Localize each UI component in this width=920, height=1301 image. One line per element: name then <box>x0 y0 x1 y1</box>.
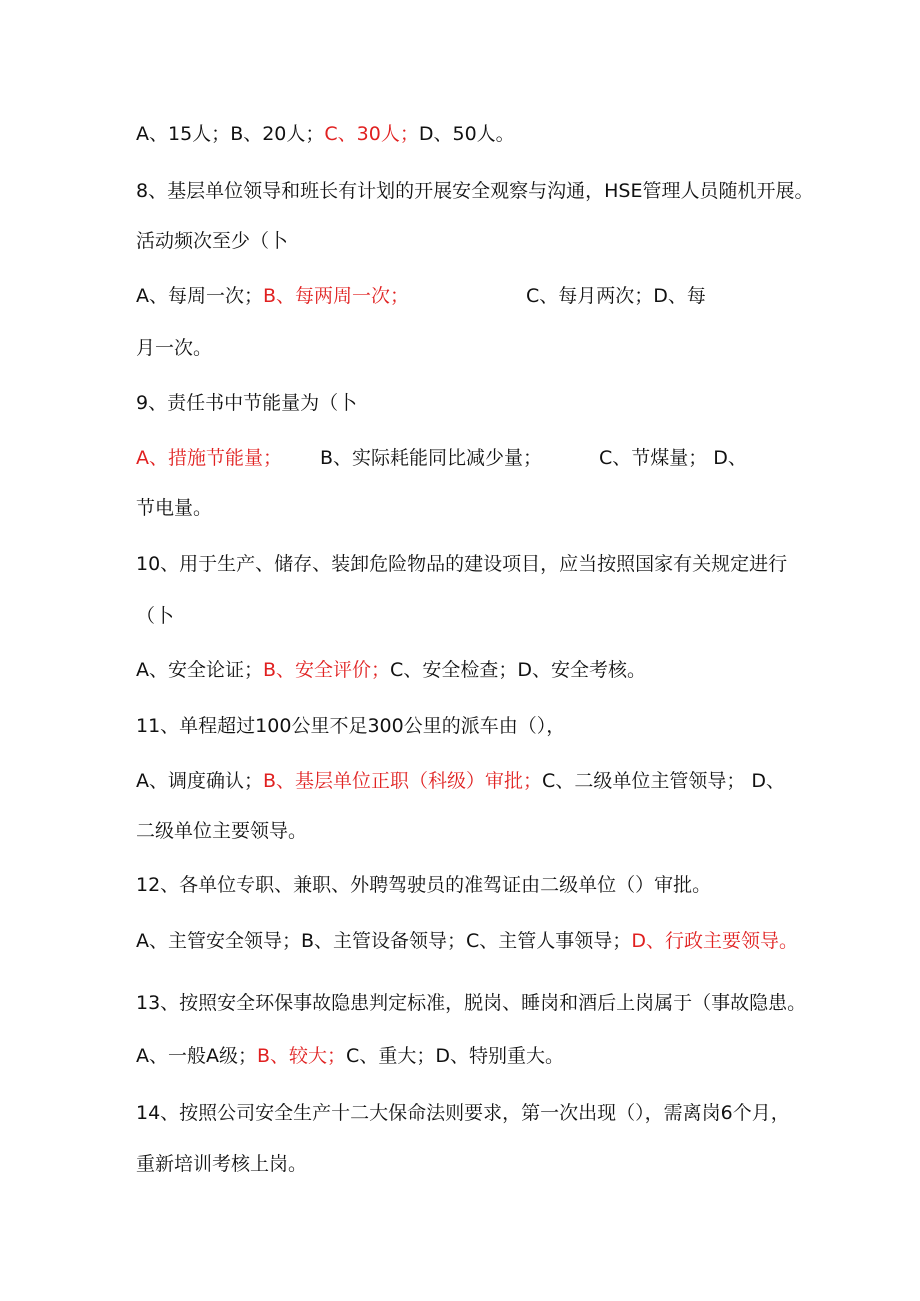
q8-option-a: A、每周一次； <box>136 285 263 307</box>
q13-options-cd: C、重大；D、特别重大。 <box>346 1045 564 1067</box>
q9-option-a-answer <box>136 445 282 471</box>
q14-stem-line1: 14、按照公司安全生产十二大保命法则要求，第一次出现（），需离岗6个月， <box>136 1102 790 1124</box>
q10-stem-line1: 10、用于生产、储存、装卸危险物品的建设项目，应当按照国家有关规定进行 <box>136 553 788 575</box>
q13-options <box>136 1043 564 1069</box>
q8-option-b-answer: B、每两周一次； <box>263 285 410 307</box>
q11-option-b-answer: B、基层单位正职（科级）审批； <box>263 770 543 792</box>
q11-option-a: A、调度确认； <box>136 770 263 792</box>
q9-option-a: A、措施节能量； <box>136 447 282 469</box>
q10-option-d: D、安全考核。 <box>517 659 646 681</box>
q7-option-b: B、20人； <box>230 123 325 145</box>
q7-option-a: A、15人； <box>136 123 231 145</box>
q11-stem: 11、单程超过100公里不足300公里的派车由（）， <box>136 715 566 737</box>
q8-stem-line2: 活动频次至少（卜 <box>136 230 289 252</box>
q7-options <box>136 121 515 147</box>
q10-option-a: A、安全论证； <box>136 659 263 681</box>
q10-options <box>136 657 646 683</box>
q12-option-d-answer: D、行政主要领导。 <box>631 930 798 952</box>
q10-stem-line2: （卜 <box>136 605 175 627</box>
q13-option-b-answer: B、较大； <box>257 1045 347 1067</box>
q8-options-cd: C、每月两次；D、每 <box>526 285 706 307</box>
q12-options-abc: A、主管安全领导；B、主管设备领导；C、主管人事领导； <box>136 930 632 952</box>
q13-option-a: A、一般A级； <box>136 1045 257 1067</box>
q12-options <box>136 928 798 954</box>
q9-option-b: B、实际耗能同比减少量； <box>320 447 543 469</box>
q10-option-c: C、安全检查； <box>390 659 518 681</box>
q12-stem: 12、各单位专职、兼职、外聘驾驶员的准驾证由二级单位（）审批。 <box>136 874 712 896</box>
q8-options-ab <box>136 283 409 309</box>
q8-stem-line1: 8、基层单位领导和班长有计划的开展安全观察与沟通，HSE管理人员随机开展。 <box>136 180 814 202</box>
q9-stem: 9、责任书中节能量为（卜 <box>136 392 358 414</box>
q7-option-c-answer: C、30人； <box>324 123 419 145</box>
q14-stem-line2: 重新培训考核上岗。 <box>136 1153 308 1175</box>
q7-option-d: D、50人。 <box>418 123 515 145</box>
q11-option-d-cont: 二级单位主要领导。 <box>136 820 308 842</box>
q9-option-d-cont: 节电量。 <box>136 497 213 519</box>
q11-options <box>136 768 785 794</box>
q11-options-cd: C、二级单位主管领导； D、 <box>542 770 785 792</box>
q8-option-d-cont: 月一次。 <box>136 337 213 359</box>
q10-option-b-answer: B、安全评价； <box>263 659 391 681</box>
q13-stem: 13、按照安全环保事故隐患判定标准，脱岗、睡岗和酒后上岗属于（事故隐患。 <box>136 992 807 1014</box>
q9-options-cd: C、节煤量； D、 <box>599 447 747 469</box>
